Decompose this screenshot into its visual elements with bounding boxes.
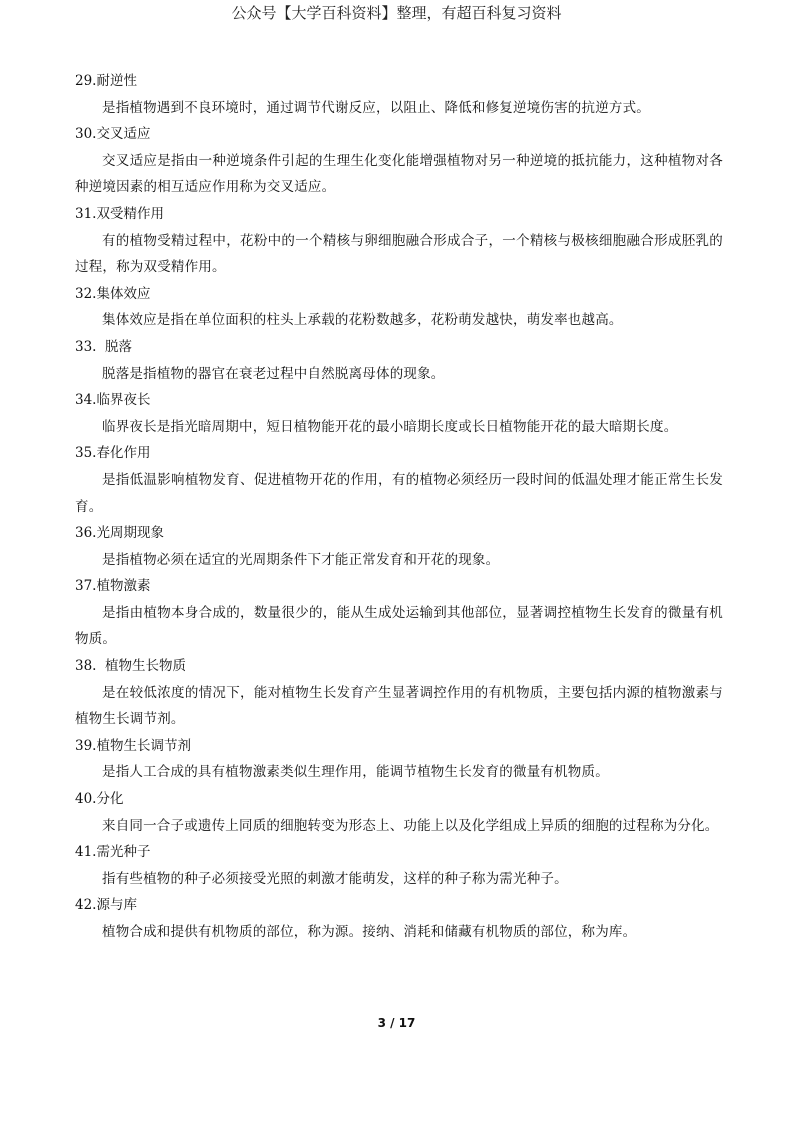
glossary-entry [75,281,723,334]
entry-title: 41.需光种子 [75,844,151,861]
page-header: 公众号【大学百科资料】整理，有超百科复习资料 [231,4,562,22]
entry-title: 34.临界夜长 [75,392,151,409]
entry-title: 42.源与库 [75,897,137,914]
entry-definition: 临界夜长是指光暗周期中，短日植物能开花的最小暗期长度或长日植物能开花的最大暗期长度。 [102,418,678,435]
glossary-entry [75,440,723,520]
entry-title: 38. 植物生长物质 [75,658,187,675]
entry-definition: 来自同一合子或遗传上同质的细胞转变为形态上、功能上以及化学组成上异质的细胞的过程称为分化。 [102,817,719,834]
glossary-entry [75,334,723,387]
entry-title: 29.耐逆性 [75,73,137,89]
entry-title: 32.集体效应 [75,285,151,302]
glossary-entry [75,573,723,653]
entry-definition: 脱落是指植物的器官在衰老过程中自然脱离母体的现象。 [102,365,445,382]
entry-title: 35.春化作用 [75,445,151,462]
entry-definition: 植物合成和提供有机物质的部位，称为源。接纳、消耗和储藏有机物质的部位，称为库。 [102,924,637,940]
glossary-entry [75,68,723,121]
glossary-entry [75,733,723,786]
entry-definition: 集体效应是指在单位面积的柱头上承载的花粉数越多，花粉萌发越快，萌发率也越高。 [102,312,623,329]
entry-title: 36.光周期现象 [75,525,164,542]
glossary-entry [75,653,723,733]
entry-title: 30.交叉适应 [75,126,151,143]
entry-title: 33. 脱落 [75,338,133,355]
glossary-entry [75,121,723,201]
entry-definition: 交叉适应是指由一种逆境条件引起的生理生化变化能增强植物对另一种逆境的抵抗能力，这种植物对各种逆境因素的相互适应作用称为交叉适应。 [75,152,723,196]
entry-definition: 是指植物必须在适宜的光周期条件下才能正常发育和开花的现象。 [102,551,500,568]
entry-title: 39.植物生长调节剂 [75,737,191,754]
entry-definition: 是指人工合成的具有植物激素类似生理作用，能调节植物生长发育的微量有机物质。 [102,764,609,781]
entry-definition: 指有些植物的种子必须接受光照的刺激才能萌发，这样的种子称为需光种子。 [102,870,568,887]
glossary-entry [75,201,723,281]
glossary-content [75,68,723,946]
glossary-entry [75,839,723,892]
page-number: 3 / 17 [377,1016,416,1030]
entry-definition: 是指植物遇到不良环境时，通过调节代谢反应，以阻止、降低和修复逆境伤害的抗逆方式。 [102,99,650,116]
entry-definition: 是指低温影响植物发育、促进植物开花的作用，有的植物必须经历一段时间的低温处理才能正常生长发育。 [75,471,723,515]
entry-definition: 有的植物受精过程中，花粉中的一个精核与卵细胞融合形成合子，一个精核与极核细胞融合形成胚乳的过程，称为双受精作用。 [75,232,723,276]
entry-title: 37.植物激素 [75,578,151,595]
glossary-entry [75,786,723,839]
glossary-entry [75,387,723,440]
glossary-entry [75,892,723,945]
glossary-entry [75,520,723,573]
entry-title: 40.分化 [75,791,124,808]
entry-definition: 是指由植物本身合成的，数量很少的，能从生成处运输到其他部位，显著调控植物生长发育的微量有机物质。 [75,604,723,648]
entry-definition: 是在较低浓度的情况下，能对植物生长发育产生显著调控作用的有机物质，主要包括内源的植物激素与植物生长调节剂。 [75,684,723,728]
entry-title: 31.双受精作用 [75,205,164,222]
